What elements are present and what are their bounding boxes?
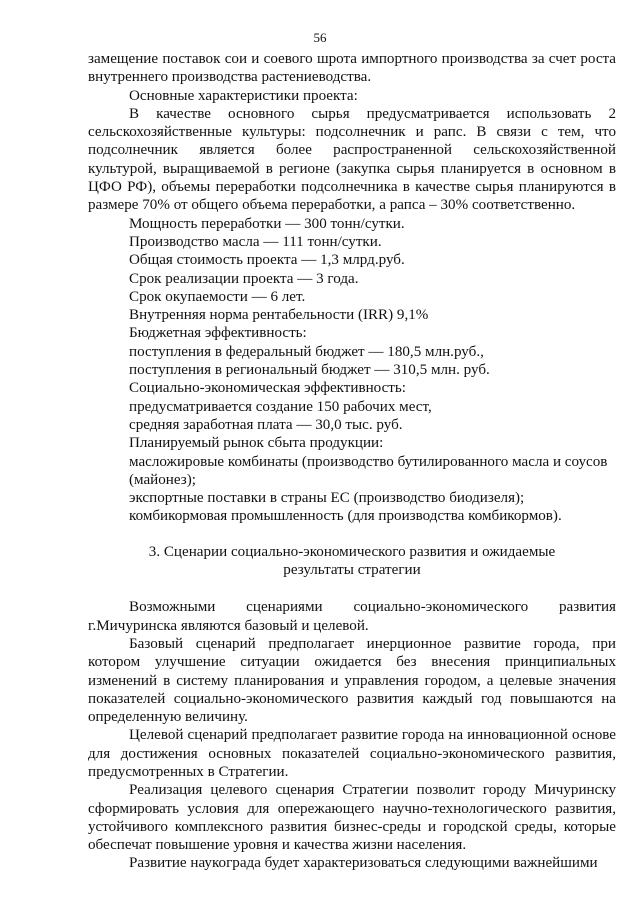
list-item: Бюджетная эффективность: bbox=[129, 325, 307, 342]
list-item: Срок окупаемости — 6 лет. bbox=[129, 288, 306, 305]
list-item: Срок реализации проекта — 3 года. bbox=[129, 270, 359, 287]
list-item: поступления в федеральный бюджет — 180,5 млн.руб., bbox=[129, 343, 484, 360]
paragraph-target-scenario: Целевой сценарий предполагает развитие города на инновационной основе для достижения основных показателей социально-экономического развития, предусмотренных в Стратегии. bbox=[88, 727, 616, 780]
list-item: средняя заработная плата — 30,0 тыс. руб. bbox=[129, 416, 403, 433]
list-item: масложировые комбинаты (производство бутилированного масла и соусов (майонез); bbox=[129, 453, 608, 488]
list-item: Производство масла — 111 тонн/сутки. bbox=[129, 233, 382, 250]
paragraph-science-city: Развитие наукограда будет характеризоваться следующими важнейшими bbox=[129, 855, 598, 872]
list-item: комбикормовая промышленность (для производства комбикормов). bbox=[129, 508, 562, 525]
list-item: поступления в региональный бюджет — 310,5 млн. руб. bbox=[129, 362, 490, 379]
paragraph-base-scenario: Базовый сценарий предполагает инерционное развитие города, при котором улучшение ситуации ожидается без внесения принципиальных изменений в систему планирования и управления городом, а целевые значения показателей социально-экономического развития каждый год повышаются на определенную величину. bbox=[88, 635, 616, 726]
paragraph-import-substitution: замещение поставок сои и соевого шрота импортного производства за счет роста внутреннего производства растениеводства. bbox=[88, 51, 616, 86]
list-item: Общая стоимость проекта — 1,3 млрд.руб. bbox=[129, 252, 405, 269]
list-item: Социально-экономическая эффективность: bbox=[129, 380, 406, 397]
paragraph-scenarios: Возможными сценариями социально-экономического развития г.Мичуринска являются базовый и целевой. bbox=[88, 599, 616, 634]
list-item: экспортные поставки в страны ЕС (производство биодизеля); bbox=[129, 490, 525, 507]
list-item: Внутренняя норма рентабельности (IRR) 9,1% bbox=[129, 307, 429, 324]
section-heading: 3. Сценарии социально-экономического развития и ожидаемые результаты стратегии bbox=[148, 543, 556, 579]
list-item: Мощность переработки — 300 тонн/сутки. bbox=[129, 215, 405, 232]
paragraph-raw-materials: В качестве основного сырья предусматривается использовать 2 сельскохозяйственные культуры: подсолнечник и рапс. В связи с тем, что подсолнечник является более распространенной сельскохозяйственной культурой, выращиваемой в регионе (закупка сырья планируется в основном в ЦФО РФ), объемы переработки подсолнечника в качестве сырья планируются в размере 70% от общего объема переработки, а рапса – 30% соответственно. bbox=[88, 105, 616, 214]
list-item: Планируемый рынок сбыта продукции: bbox=[129, 435, 384, 452]
list-item: предусматривается создание 150 рабочих мест, bbox=[129, 398, 432, 415]
characteristics-list bbox=[88, 215, 616, 526]
page-number: 56 bbox=[313, 30, 327, 45]
paragraph-strategy-implementation: Реализация целевого сценария Стратегии позволит городу Мичуринску сформировать условия для опережающего научно-технологического развития, устойчивого комплексного развития бизнес-среды и городской среды, которые обеспечат повышение уровня и качества жизни населения. bbox=[88, 782, 616, 854]
document-body bbox=[88, 50, 616, 873]
paragraph-project-characteristics-intro: Основные характеристики проекта: bbox=[129, 87, 358, 104]
